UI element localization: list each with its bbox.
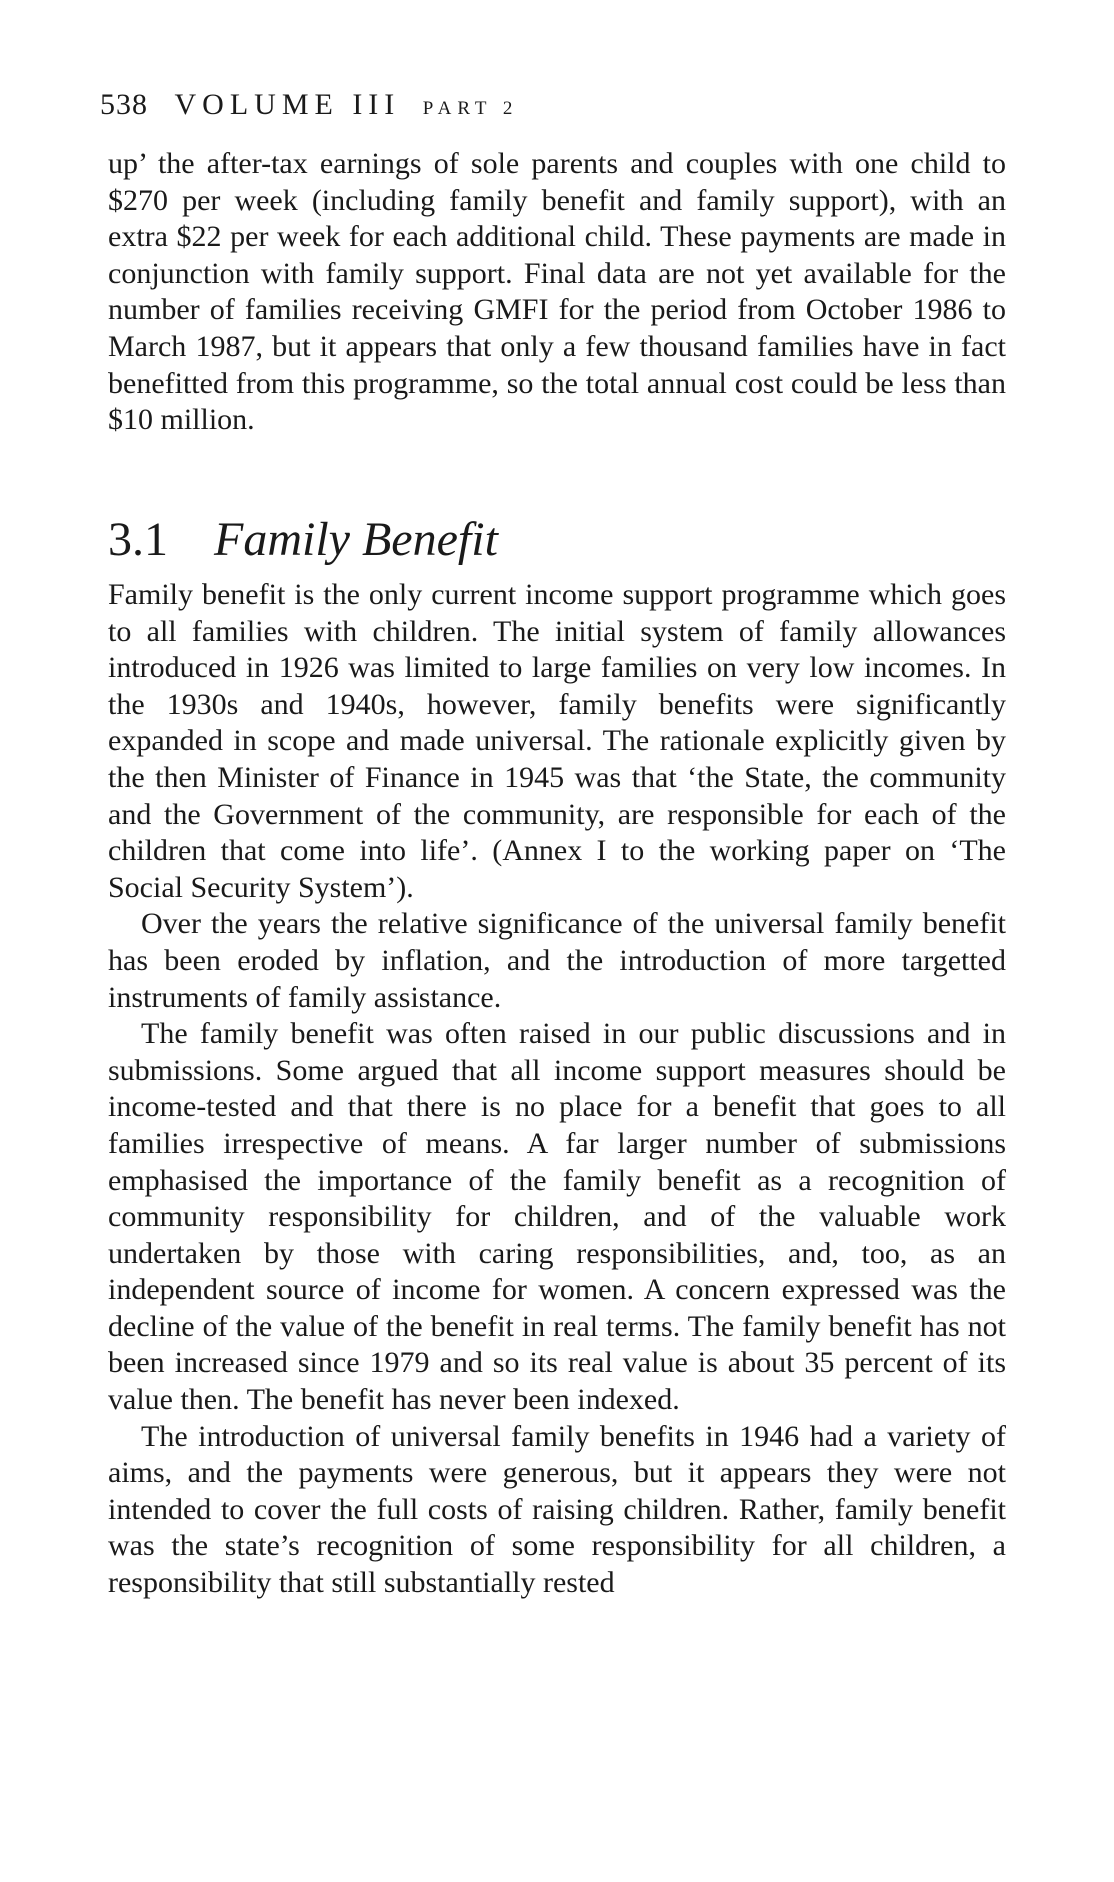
body-paragraph-3: The family benefit was often raised in our public discussions and in submissions. Some argued that all income support measures should be income-tested and that there is no place for a benefit that goes to all families irrespective of means. A far larger number of submissions emphasised the importance of the family benefit as a recognition of community responsibility for children, and of the valuable work undertaken by those with caring responsibilities, and, too, as an independent source of income for women. A concern expressed was the decline of the value of the benefit in real terms. The family benefit has not been increased since 1979 and so its real value is about 35 percent of its value then. The benefit has never been indexed. <box>108 1017 1006 1417</box>
running-head <box>100 88 518 122</box>
section-title: Family Benefit <box>214 513 498 566</box>
intro-text-block <box>108 146 1006 439</box>
body-paragraph-1: Family benefit is the only current income support programme which goes to all families with children. The initial system of family allowances introduced in 1926 was limited to large families on very low incomes. In the 1930s and 1940s, however, family benefits were significantly expanded in scope and made universal. The rationale explicitly given by the then Minister of Finance in 1945 was that ‘the State, the community and the Government of the community, are responsible for each of the children that come into life’. (Annex I to the working paper on ‘The Social Security System’). <box>108 578 1006 904</box>
body-paragraph-4: The introduction of universal family benefits in 1946 had a variety of aims, and the payments were generous, but it appears they were not intended to cover the full costs of raising children. Rather, family benefit was the state’s recognition of some responsibility for all children, a responsibility that still substantially rested <box>108 1419 1006 1600</box>
section-number: 3.1 <box>108 513 168 566</box>
section-heading <box>108 512 498 567</box>
section-body <box>108 577 1006 1602</box>
page-number: 538 <box>100 88 148 121</box>
intro-paragraph: up’ the after-tax earnings of sole parents and couples with one child to $270 per week (including family benefit and family support), with an extra $22 per week for each additional child. These payments are made in conjunction with family support. Final data are not yet available for the number of families receiving GMFI for the period from October 1986 to March 1987, but it appears that only a few thousand families have in fact benefitted from this programme, so the total annual cost could be less than $10 million. <box>108 147 1006 437</box>
body-paragraph-2: Over the years the relative significance of the universal family benefit has been eroded by inflation, and the introduction of more targetted instruments of family assistance. <box>108 907 1006 1014</box>
volume-label: VOLUME III <box>174 88 401 121</box>
part-label: PART 2 <box>422 98 519 119</box>
